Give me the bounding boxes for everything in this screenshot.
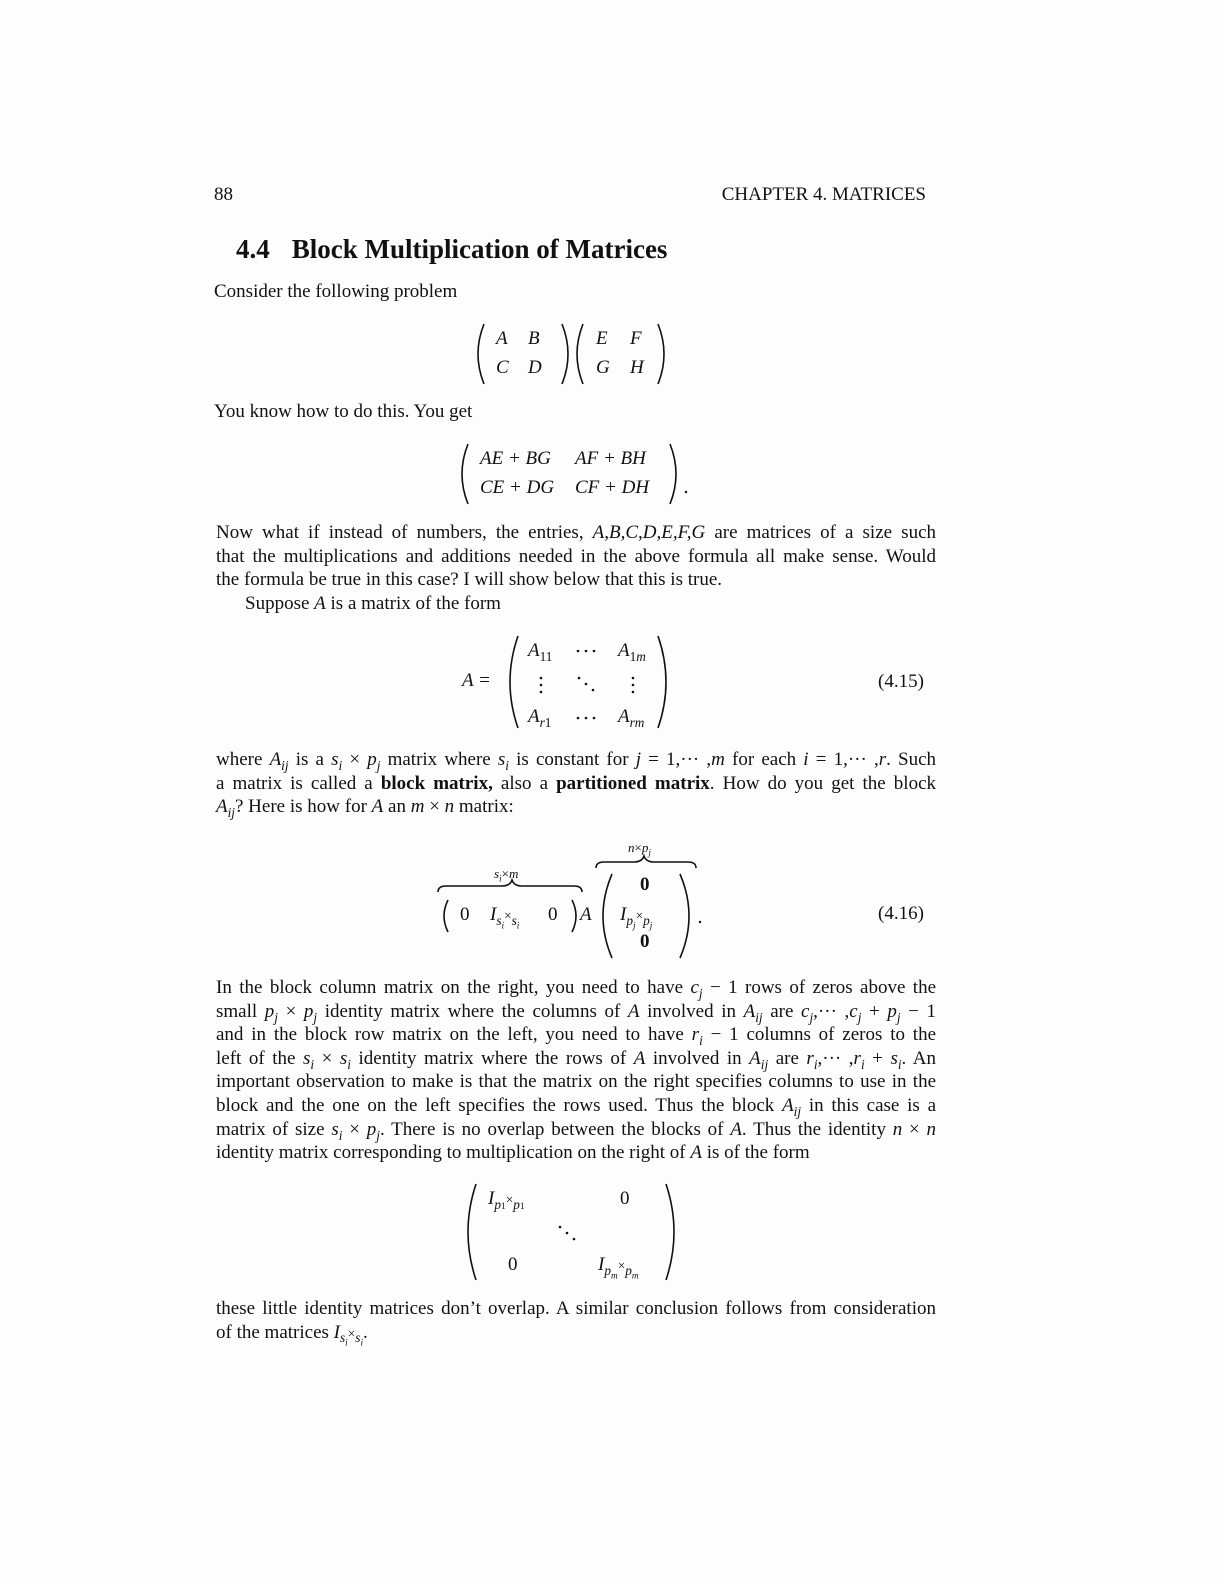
matrix-entry: $A_{1m}$ [618,640,646,664]
brace-label: $s_i\times m$ [494,866,519,884]
text-span: are [768,1047,807,1069]
matrix-entry: H [630,357,644,378]
equation-4-16 [436,836,716,966]
text-span: . An [901,1047,936,1069]
matrix-entry: $A_{rm}$ [618,706,645,730]
bold-term: partitioned matrix [556,772,710,794]
matrix-entry: 0 [460,904,470,925]
matrix-entry: E [596,328,608,349]
text-span: columns of zeros to the [738,1024,937,1046]
matrix-entry: $I_{p_j}\times_{p_j}$ [620,904,653,932]
text-span: where [216,749,270,770]
text-line [216,772,936,796]
text-span: matrix where [380,749,498,770]
paragraph [216,521,936,615]
section-title: Block Multiplication of Matrices [291,234,668,264]
equation-lhs: A = [462,670,491,691]
paragraph-text: You know how to do this. You get [214,401,473,422]
page-number: 88 [214,184,233,205]
matrix-entry: 0 [508,1254,518,1275]
brace-and-paren-glyphs [436,836,716,966]
text-line: identity matrix corresponding to multiplication on the right of A is of the form [216,1142,810,1164]
matrix-product-equation [470,320,670,390]
text-span: and in the block row matrix on the left, you need to have [216,1024,692,1046]
equation-4-15 [462,632,722,732]
matrix-entry: B [528,328,540,349]
equation-number: (4.16) [878,903,924,924]
text-span: In the block column matrix on the right, you need to have [216,977,691,998]
text-line: important observation to make is that the matrix on the right specifies columns to use in the [216,1071,936,1093]
text-span: matrix: [454,796,514,818]
matrix-entry: 0 [548,904,558,925]
matrix-entry: AE + BG [480,448,551,469]
text-line: these little identity matrices don’t overlap. A similar conclusion follows from consideration [216,1298,936,1319]
text-line: and in the block row matrix on the left, you need to have $r_i - 1$ columns of zeros to the [216,1024,937,1048]
matrix-entry: $I_{p1}\times_{p1}$ [488,1188,525,1212]
text-line: block and the one on the left specifies the rows used. Thus the block $A_{ij}$ in this case is a [216,1094,937,1119]
text-span: is of the form [702,1142,810,1164]
text-span: is a matrix of the form [325,592,501,614]
bold-term: block matrix, [380,772,493,794]
text-span: . Such [886,749,937,770]
paragraph [216,748,936,819]
section-heading [236,234,667,265]
matrix-entry: A [496,328,508,349]
matrix-entry: F [630,328,642,349]
text-span: ? Here is how for [235,796,372,818]
text-line: of the matrices $I_{s_i}\times_{s_i}$. [216,1321,368,1350]
matrix-entry: $I_{p_m}\times_{p_m}$ [598,1254,639,1282]
text-line [216,592,936,616]
paren-glyphs [462,632,722,732]
matrix-entry: CE + DG [480,477,555,498]
matrix-entry: C [496,357,509,378]
text-span: are matrices of a size such [705,522,936,543]
matrix-entry: A [580,904,592,925]
matrix-entry: G [596,357,610,378]
text-span: identity matrix where the rows of [350,1047,634,1069]
text-span: in this case is a [801,1094,937,1116]
matrix-entry: CF + DH [575,477,650,498]
text-line: small $p_j \times p_j$ identity matrix where the columns of A involved in $A_{ij}$ are $c_j,\cdot\cdot\cdot ,c_j + p_j - 1$ [216,1000,936,1025]
matrix-entry: D [528,357,542,378]
matrix-entry: AF + BH [575,448,646,469]
text-span: involved in [639,1000,744,1022]
text-span: small [216,1000,265,1022]
text-span: an [383,796,411,818]
text-span: . Thus the identity [741,1118,893,1140]
text-span: block and the one on the left specifies the rows used. Thus the block [216,1094,783,1116]
equation-number: (4.15) [878,671,924,692]
text-span: . There is no overlap between the blocks of [379,1118,731,1140]
matrix-entry: 0 [640,931,650,952]
text-span: involved in [645,1047,750,1069]
text-line: left of the $s_i \times s_i$ identity matrix where the rows of A involved in $A_{ij}$ are $r_i,\cdot\cdot\cdot ,r_i + s_i$. An [216,1047,936,1072]
text-span: . How do you get the block [709,772,936,794]
text-line: the formula be true in this case? I will show below that this is true. [216,569,723,591]
text-span: are [762,1000,802,1022]
running-title: CHAPTER 4. MATRICES [721,184,926,205]
text-span: for each [724,749,804,770]
text-line: matrix of size $s_i \times p_j$. There is no overlap between the blocks of A. Thus the identity n × n [216,1118,937,1143]
math-span: A,B,C,D,E,F,G [592,522,706,543]
matrix-entry: 0 [640,874,650,895]
text-line: In the block column matrix on the right, you need to have $c_j - 1$ rows of zeros above the [216,977,937,1001]
text-span: is a [288,749,332,770]
block-identity-matrix [462,1180,682,1286]
text-span: rows of zeros above the [737,977,937,998]
text-span: . [363,1321,368,1343]
matrix-entry: $A_{r1}$ [528,706,552,730]
text-span: a matrix is called a [216,772,381,794]
text-line: $A_{ij}$? Here is how for A an m × n matrix: [216,796,514,820]
text-line: where $A_{ij}$ is a $s_i \times p_j$ matrix where $s_i$ is constant for j = 1,··· ,m for each i = 1,··· ,r. Such [216,749,937,773]
text-span: identity matrix corresponding to multiplication on the right of [216,1142,691,1164]
text-span: left of the [216,1047,303,1069]
matrix-entry: 0 [620,1188,630,1209]
text-line: that the multiplications and additions needed in the above formula all make sense. Would [216,545,936,567]
text-line [216,521,936,545]
matrix-entry: $A_{11}$ [528,640,553,664]
section-number: 4.4 [236,234,270,264]
text-span: Now what if instead of numbers, the entries, [216,522,593,543]
intro-text: Consider the following problem [214,281,458,302]
text-span: identity matrix where the columns of [317,1000,628,1022]
product-result-matrix [454,440,694,510]
math-span: A [314,592,326,614]
text-span: of the matrices [216,1321,334,1343]
brace-label: $n\times p_j$ [628,840,651,858]
paragraph [216,976,936,1165]
text-span: Suppose [245,592,315,614]
paragraph [216,1297,936,1350]
text-span: is constant for [509,749,636,770]
text-span: matrix of size [216,1118,332,1140]
text-span: also a [492,772,557,794]
matrix-entry: $I_{s_i}\times_{s_i}$ [490,904,520,932]
